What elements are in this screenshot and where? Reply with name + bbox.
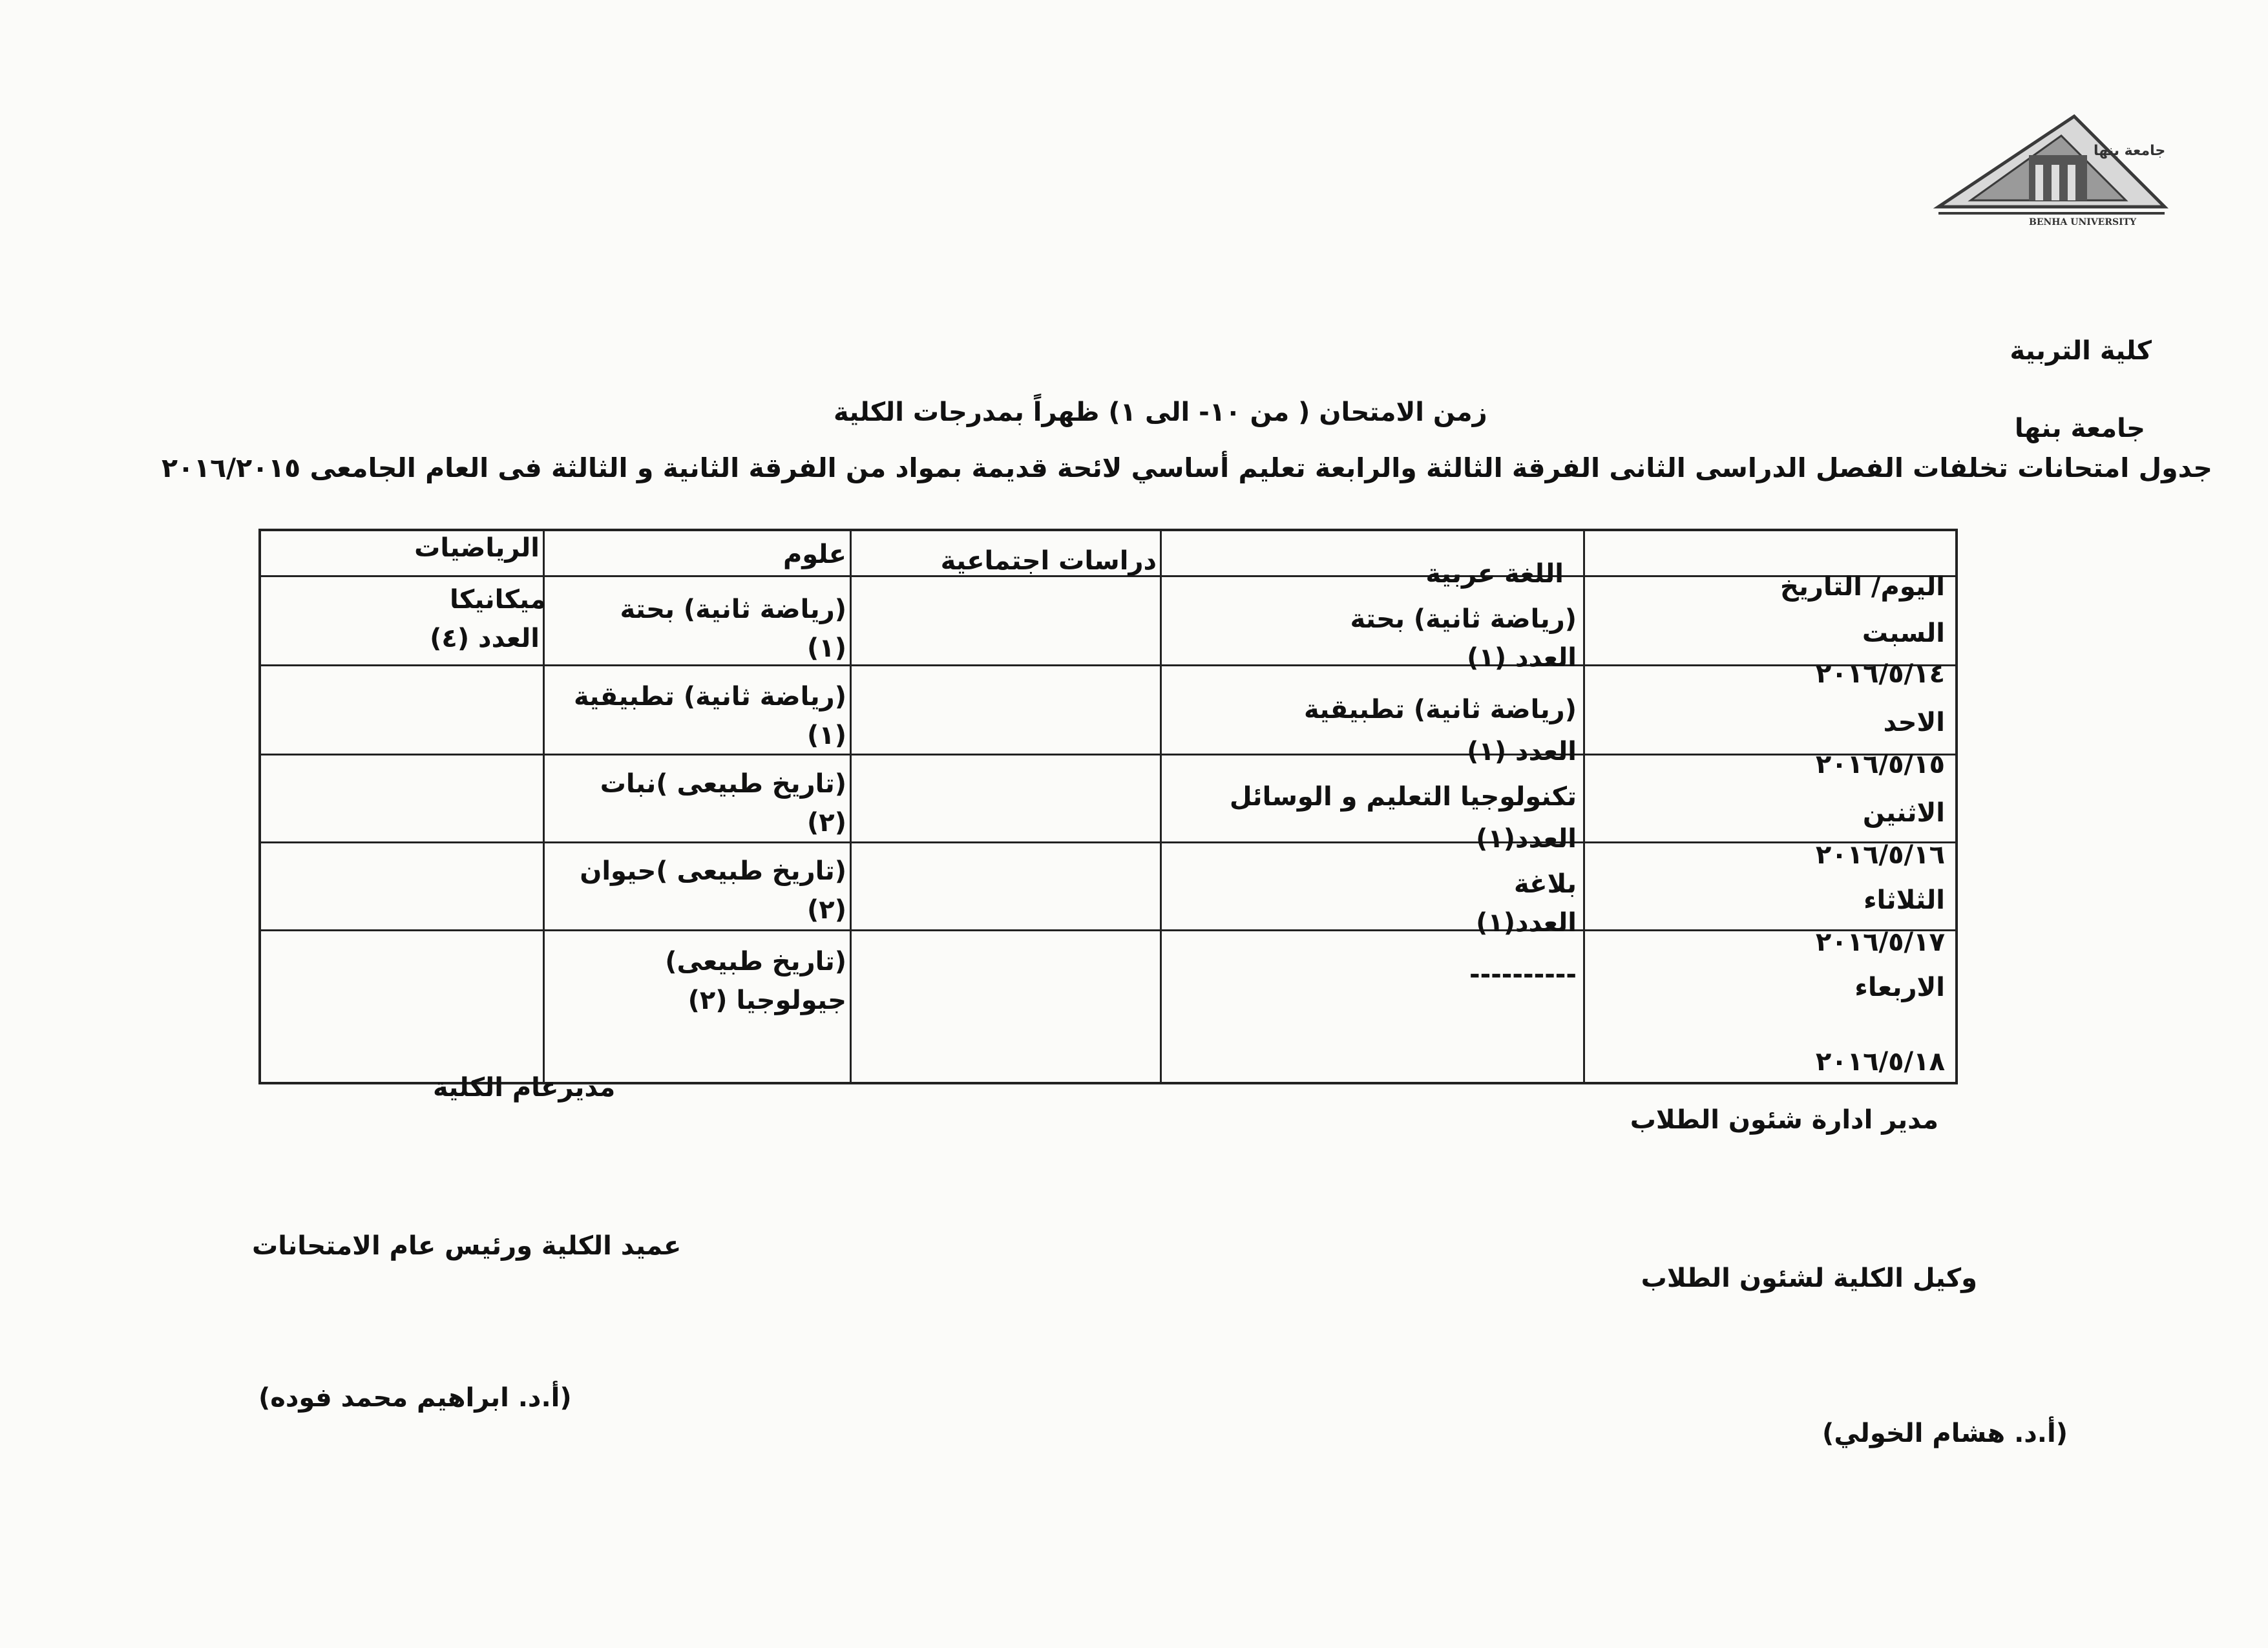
vice-dean-name: (أ.د. هشام الخولي) <box>1822 1419 2068 1448</box>
table-cell-arabic: بلاغة <box>1514 869 1577 899</box>
table-row-date: ٢٠١٦/٥/١٧ <box>1815 927 1945 957</box>
table-cell-science: جيولوجيا (٢) <box>688 986 846 1015</box>
general-director-label: مديرعام الكلية <box>433 1073 616 1103</box>
table-row-day: الاثنين <box>1862 798 1945 828</box>
table-cell-arabic: تكنولوجيا التعليم و الوسائل <box>1229 782 1577 812</box>
table-row-day: السبت <box>1862 618 1945 648</box>
col-divider <box>1583 529 1585 1084</box>
row-divider <box>258 841 1958 843</box>
header-day-date: اليوم/ التاريخ <box>1780 572 1945 602</box>
table-row-day: الثلاثاء <box>1864 885 1945 915</box>
header-math: الرياضيات <box>414 533 540 563</box>
table-row-date: ٢٠١٦/٥/١٤ <box>1815 659 1945 689</box>
table-row-date: ٢٠١٦/٥/١٨ <box>1815 1047 1945 1077</box>
table-cell-arabic: العدد (١) <box>1467 643 1577 673</box>
table-row-day: الاحد <box>1883 708 1945 737</box>
logo-caption: BENHA UNIVERSITY <box>2029 217 2137 226</box>
university-name: جامعة بنها <box>2014 414 2145 443</box>
header-social: دراسات اجتماعية <box>940 546 1157 576</box>
col-divider <box>1160 529 1162 1084</box>
university-logo <box>1932 110 2171 226</box>
table-border-left <box>258 529 261 1084</box>
table-cell-science: (تاريخ طبيعى) <box>665 947 846 977</box>
table-cell-arabic: (رياضة ثانية) بحتة <box>1350 604 1577 634</box>
table-cell-arabic: العدد(١) <box>1476 824 1577 854</box>
table-cell-math: العدد (٤) <box>430 624 540 653</box>
exam-schedule-table <box>258 529 1958 1084</box>
header-science: علوم <box>782 540 846 569</box>
table-cell-science: (٢) <box>807 808 846 838</box>
student-affairs-director-label: مدير ادارة شئون الطلاب <box>1630 1105 1938 1135</box>
logo-arabic: جامعة بنها <box>2094 143 2166 159</box>
table-cell-science: (١) <box>807 633 846 663</box>
dean-name: (أ.د. ابراهيم محمد فوده) <box>258 1383 572 1413</box>
dean-label: عميد الكلية ورئيس عام الامتحانات <box>252 1231 682 1261</box>
table-cell-arabic: العدد(١) <box>1476 908 1577 938</box>
table-cell-science: (رياضة ثانية) تطبيقية <box>573 682 846 712</box>
table-cell-math: ميكانيكا <box>449 585 546 615</box>
table-cell-arabic: ---------- <box>1469 960 1577 989</box>
faculty-name: كلية التربية <box>2010 336 2152 366</box>
row-divider <box>258 664 1958 666</box>
document-title: جدول امتحانات تخلفات الفصل الدراسى الثانى الفرقة الثالثة والرابعة تعليم أساسي لائحة قديمة بمواد من الفرقة الثانية و الثالثة فى العام الجامعى ٢٠١٦/٢٠١٥ <box>162 452 2212 483</box>
row-divider <box>258 754 1958 755</box>
university-logo-icon <box>1932 110 2171 226</box>
exam-time: زمن الامتحان ( من ١٠- الى ١) ظهراً بمدرجات الكلية <box>834 397 1487 427</box>
header-arabic: اللغة عربية <box>1425 559 1564 589</box>
table-border-right <box>1955 529 1958 1084</box>
vice-dean-label: وكيل الكلية لشئون الطلاب <box>1641 1263 1977 1293</box>
col-divider <box>850 529 852 1084</box>
table-cell-science: (تاريخ طبيعى )حيوان <box>580 856 846 886</box>
table-cell-arabic: العدد (١) <box>1467 737 1577 766</box>
table-row-date: ٢٠١٦/٥/١٦ <box>1815 840 1945 870</box>
row-divider <box>258 929 1958 931</box>
table-cell-science: (رياضة ثانية) بحتة <box>620 595 846 624</box>
table-cell-arabic: (رياضة ثانية) تطبيقية <box>1303 695 1577 724</box>
table-cell-science: (٢) <box>807 895 846 925</box>
table-row-day: الاربعاء <box>1854 973 1945 1002</box>
table-cell-science: (١) <box>807 721 846 750</box>
table-cell-science: (تاريخ طبيعى )نبات <box>600 769 846 799</box>
table-row-date: ٢٠١٦/٥/١٥ <box>1815 750 1945 779</box>
